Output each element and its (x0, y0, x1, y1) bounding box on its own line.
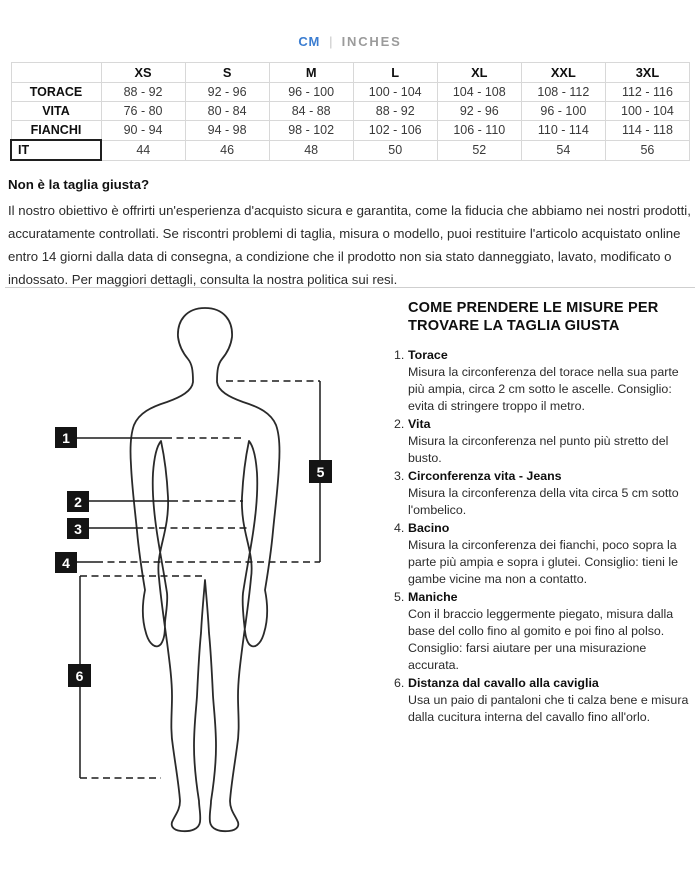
size-value: 92 - 96 (437, 102, 521, 121)
svg-text:3: 3 (74, 521, 82, 537)
size-value: 84 - 88 (269, 102, 353, 121)
row-header-it: IT (11, 140, 101, 160)
size-value: 112 - 116 (605, 83, 689, 102)
size-value: 104 - 108 (437, 83, 521, 102)
return-policy-text: Il nostro obiettivo è offrirti un'esperienza d'acquisto sicura e garantita, come la fiducia che abbiamo nei nostri prodotti, accuratamente controllati. Se riscontri problemi di taglia, misura o modello, puoi restituire l'articolo acquistato online entro 14 giorni dalla data di consegna, a condizione che il prodotto non sia stato danneggiato, lavato, modificato o indossato. Per maggiori dettagli, consulta la nostra politica sui resi. (8, 203, 691, 287)
table-row-vita (11, 102, 690, 121)
return-policy-title: Non è la taglia giusta? (8, 177, 150, 192)
size-value: 106 - 110 (437, 121, 521, 141)
list-item-torace (394, 347, 696, 415)
size-value: 56 (605, 140, 689, 160)
row-header: FIANCHI (11, 121, 101, 141)
column-header: XS (101, 63, 185, 83)
item-description: Misura la circonferenza della vita circa 5 cm sotto l'ombelico. (408, 486, 679, 517)
size-value: 92 - 96 (185, 83, 269, 102)
size-value: 100 - 104 (605, 102, 689, 121)
body-outline (130, 308, 279, 831)
figure-label-4 (55, 552, 77, 573)
size-value: 50 (353, 140, 437, 160)
item-description: Usa un paio di pantaloni che ti calza bene e misura dalla cucitura interna del cavallo fino all'orlo. (408, 693, 689, 724)
size-value: 108 - 112 (521, 83, 605, 102)
figure-label-2 (67, 491, 89, 512)
item-number: 3. (394, 469, 405, 483)
svg-text:5: 5 (316, 464, 325, 480)
svg-text:6: 6 (75, 668, 84, 684)
svg-text:4: 4 (62, 555, 70, 571)
row-header: VITA (11, 102, 101, 121)
column-header: M (269, 63, 353, 83)
corner-cell (11, 63, 101, 83)
size-value: 48 (269, 140, 353, 160)
size-value: 100 - 104 (353, 83, 437, 102)
size-value: 80 - 84 (185, 102, 269, 121)
column-header: 3XL (605, 63, 689, 83)
size-value: 96 - 100 (521, 102, 605, 121)
table-row-fianchi (11, 121, 690, 141)
item-title: Bacino (408, 521, 450, 535)
unit-cm-button[interactable]: CM (298, 34, 321, 49)
figure-label-3 (67, 518, 89, 539)
item-title: Vita (408, 417, 431, 431)
column-header: XL (437, 63, 521, 83)
item-number: 6. (394, 676, 405, 690)
size-value: 102 - 106 (353, 121, 437, 141)
size-value: 76 - 80 (101, 102, 185, 121)
figure-label-1 (55, 427, 77, 448)
size-value: 52 (437, 140, 521, 160)
item-title: Maniche (408, 590, 458, 604)
size-value: 88 - 92 (353, 102, 437, 121)
item-title: Distanza dal cavallo alla caviglia (408, 676, 599, 690)
body-measurement-diagram (30, 295, 390, 865)
size-table-header-row (11, 63, 690, 83)
return-policy-section (8, 177, 692, 291)
item-title: Torace (408, 348, 448, 362)
size-value: 96 - 100 (269, 83, 353, 102)
column-header: S (185, 63, 269, 83)
size-value: 114 - 118 (605, 121, 689, 141)
item-number: 2. (394, 417, 405, 431)
section-divider (5, 287, 695, 288)
figure-label-5 (309, 460, 332, 483)
unit-inches-button[interactable]: INCHES (341, 34, 402, 49)
unit-toggle (0, 34, 700, 49)
size-value: 54 (521, 140, 605, 160)
item-number: 4. (394, 521, 405, 535)
item-number: 1. (394, 348, 405, 362)
size-table (10, 62, 690, 161)
measure-guide-title: COME PRENDERE LE MISURE PER TROVARE LA TAGLIA GIUSTA (408, 300, 659, 334)
item-title: Circonferenza vita - Jeans (408, 469, 562, 483)
item-number: 5. (394, 590, 405, 604)
svg-text:1: 1 (62, 430, 70, 446)
size-value: 46 (185, 140, 269, 160)
unit-toggle-divider: | (329, 34, 333, 49)
size-value: 110 - 114 (521, 121, 605, 141)
item-description: Misura la circonferenza dei fianchi, poco sopra la parte più ampia e sopra i glutei. Consiglio: tieni le gambe vicine ma non a contatto. (408, 538, 678, 586)
figure-label-6 (68, 664, 91, 687)
list-item-bacino (394, 520, 696, 588)
measure-guide-section (394, 300, 696, 727)
table-row-it (11, 140, 690, 160)
size-value: 94 - 98 (185, 121, 269, 141)
list-item-vita (394, 416, 696, 467)
list-item-maniche (394, 589, 696, 674)
list-item-distanza-cavallo (394, 675, 696, 726)
size-value: 90 - 94 (101, 121, 185, 141)
size-value: 98 - 102 (269, 121, 353, 141)
list-item-circonferenza-vita (394, 468, 696, 519)
item-description: Con il braccio leggermente piegato, misura dalla base del collo fino al gomito e poi fino al polso. Consiglio: farsi aiutare per una misurazione accurata. (408, 607, 674, 672)
row-header: TORACE (11, 83, 101, 102)
column-header: L (353, 63, 437, 83)
item-description: Misura la circonferenza nel punto più stretto del busto. (408, 434, 669, 465)
table-row-torace (11, 83, 690, 102)
column-header: XXL (521, 63, 605, 83)
item-description: Misura la circonferenza del torace nella sua parte più ampia, circa 2 cm sotto le ascelle. Consiglio: evita di stringere troppo il metro. (408, 365, 679, 413)
size-value: 88 - 92 (101, 83, 185, 102)
size-value: 44 (101, 140, 185, 160)
svg-text:2: 2 (74, 494, 82, 510)
